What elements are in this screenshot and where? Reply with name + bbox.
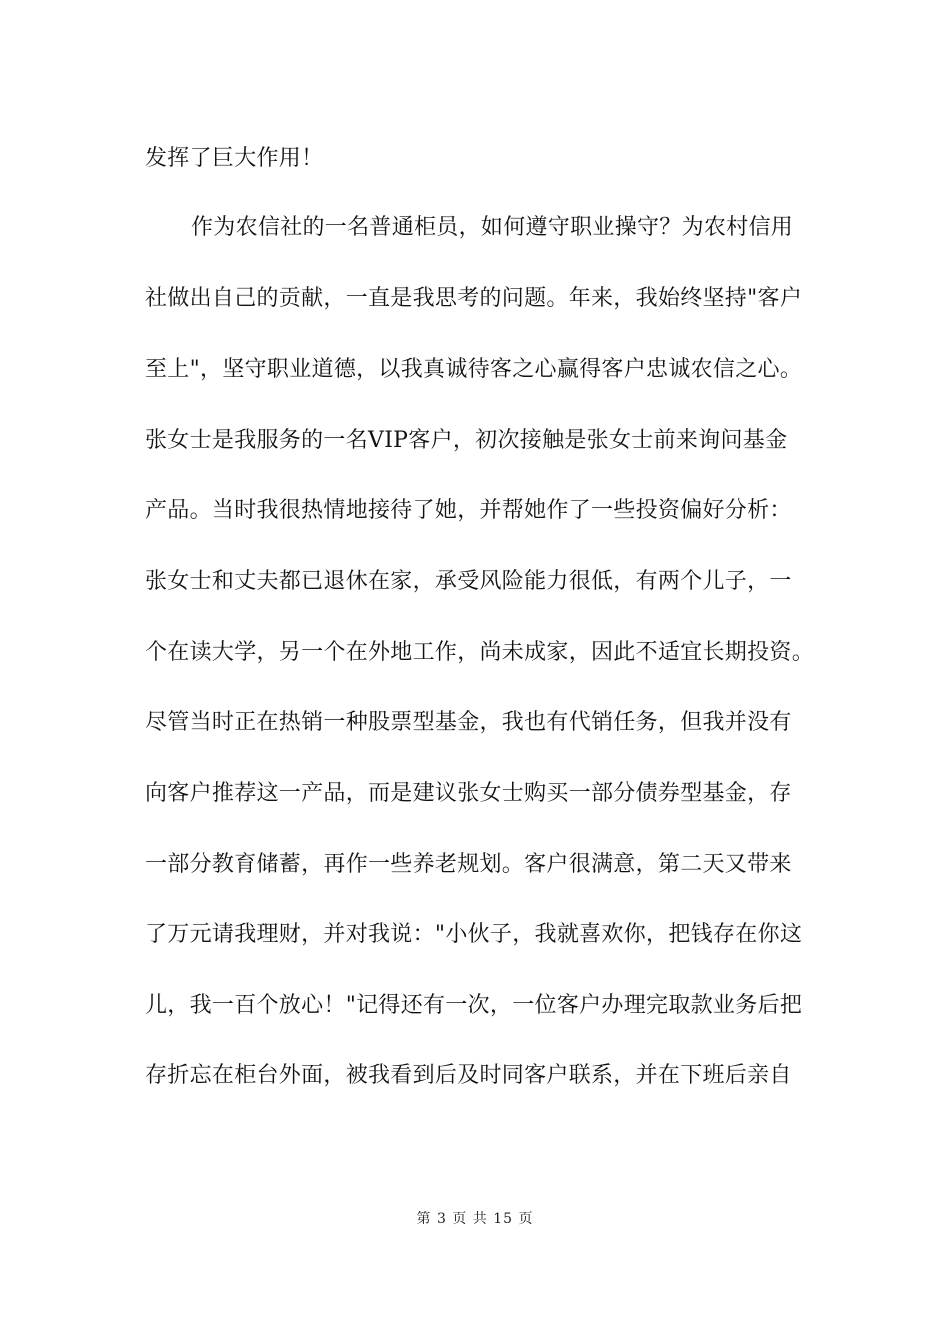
- text-line: 一部分教育储蓄，再作一些养老规划。客户很满意，第二天又带来: [145, 852, 792, 877]
- text-line: 个在读大学，另一个在外地工作，尚未成家，因此不适宜长期投资。: [145, 640, 815, 665]
- text-line: 存折忘在柜台外面，被我看到后及时同客户联系，并在下班后亲自: [145, 1063, 792, 1088]
- text-line: 发挥了巨大作用！: [145, 146, 324, 171]
- text-line: 社做出自己的贡献，一直是我思考的问题。年来，我始终坚持"客户: [145, 286, 803, 311]
- paragraph-start-line: 作为农信社的一名普通柜员，如何遵守职业操守？为农村信用: [191, 215, 794, 240]
- text-line: 至上"，坚守职业道德，以我真诚待客之心赢得客户忠诚农信之心。: [145, 357, 803, 382]
- text-line: 了万元请我理财，并对我说："小伙子，我就喜欢你，把钱存在你这: [145, 922, 803, 947]
- text-line: 产品。当时我很热情地接待了她，并帮她作了一些投资偏好分析：: [145, 498, 792, 523]
- text-line: 尽管当时正在热销一种股票型基金，我也有代销任务，但我并没有: [145, 710, 792, 735]
- text-line: 向客户推荐这一产品，而是建议张女士购买一部分债券型基金，存: [145, 781, 792, 806]
- page-number-footer: 第 3 页 共 15 页: [416, 1211, 534, 1227]
- text-line: 张女士和丈夫都已退休在家，承受风险能力很低，有两个儿子，一: [145, 569, 792, 594]
- text-line: 儿，我一百个放心！"记得还有一次，一位客户办理完取款业务后把: [145, 993, 803, 1018]
- text-line: 张女士是我服务的一名VIP客户，初次接触是张女士前来询问基金: [145, 428, 788, 453]
